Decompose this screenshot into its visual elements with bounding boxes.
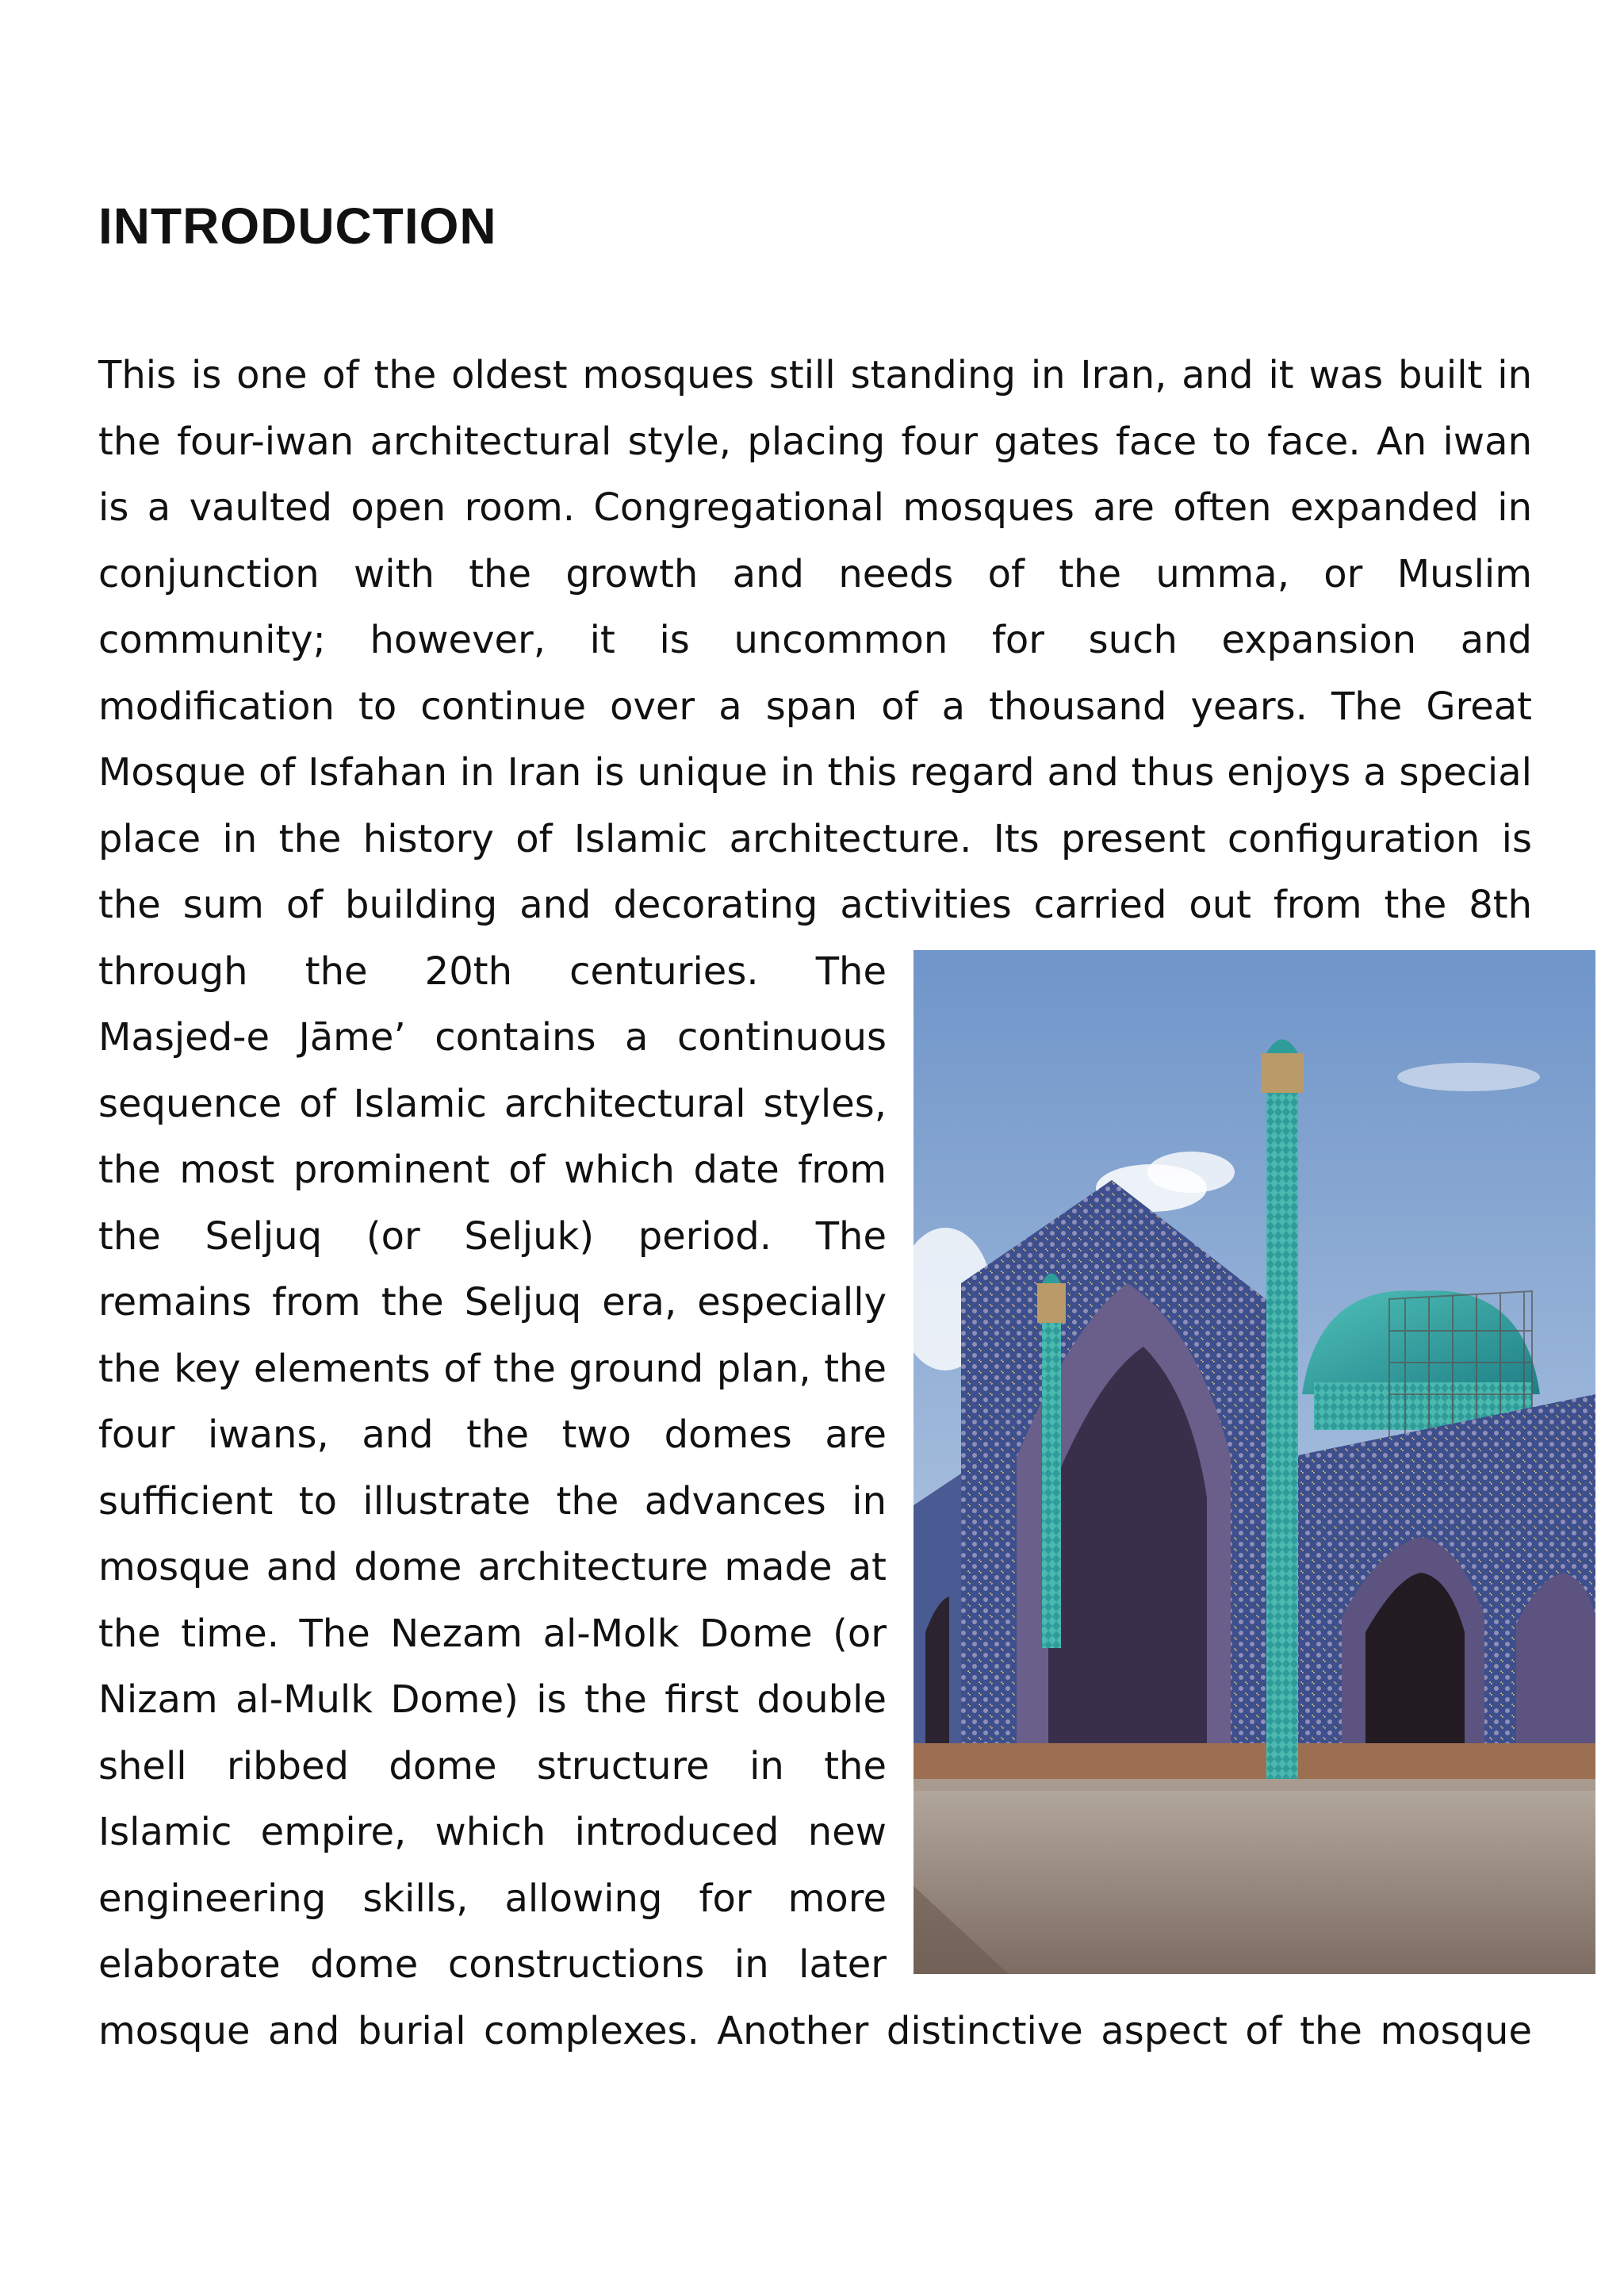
paragraph-line: Mosque of Isfahan in Iran is unique in this regard and thus enjoys a special <box>98 750 1532 795</box>
paragraph-line: the most prominent of which date from <box>98 1148 887 1192</box>
paragraph-line: community; however, it is uncommon for such expansion and <box>98 618 1532 662</box>
paragraph-line: remains from the Seljuq era, especially <box>98 1280 887 1324</box>
paragraph-line: elaborate dome constructions in later <box>98 1942 887 1987</box>
paragraph-line: four iwans, and the two domes are <box>98 1412 887 1457</box>
paragraph-line: mosque and burial complexes. Another distinctive aspect of the mosque <box>98 2008 1532 2053</box>
paragraph-line: Masjed-e Jāme’ contains a continuous <box>98 1015 887 1060</box>
paragraph-line: the time. The Nezam al-Molk Dome (or <box>98 1611 887 1656</box>
paragraph-line: engineering skills, allowing for more <box>98 1876 887 1921</box>
paragraph-line: Nizam al-Mulk Dome) is the first double <box>98 1677 887 1722</box>
mosque-photo <box>914 950 1595 1974</box>
paragraph-line: through the 20th centuries. The <box>98 949 887 994</box>
paragraph-line: mosque and dome architecture made at <box>98 1545 887 1589</box>
paragraph-line: the Seljuq (or Seljuk) period. The <box>98 1213 887 1259</box>
paragraph-line: the key elements of the ground plan, the <box>98 1346 887 1391</box>
paragraph-line: modification to continue over a span of a thousand years. The Great <box>98 684 1532 729</box>
paragraph-line: sequence of Islamic architectural styles, <box>98 1081 887 1126</box>
section-heading: INTRODUCTION <box>98 197 497 255</box>
paragraph-line: Islamic empire, which introduced new <box>98 1810 887 1854</box>
paragraph-line: sufficient to illustrate the advances in <box>98 1478 887 1524</box>
paragraph-line: This is one of the oldest mosques still standing in Iran, and it was built in <box>98 353 1532 397</box>
paragraph-line: is a vaulted open room. Congregational mosques are often expanded in <box>98 485 1532 530</box>
paragraph-line: place in the history of Islamic architecture. Its present configuration is <box>98 816 1532 861</box>
paragraph-line: the four-iwan architectural style, placing four gates face to face. An iwan <box>98 419 1532 464</box>
paragraph-line: conjunction with the growth and needs of the umma, or Muslim <box>98 551 1532 596</box>
paragraph-line: shell ribbed dome structure in the <box>98 1743 887 1788</box>
paragraph-line: the sum of building and decorating activities carried out from the 8th <box>98 883 1532 927</box>
